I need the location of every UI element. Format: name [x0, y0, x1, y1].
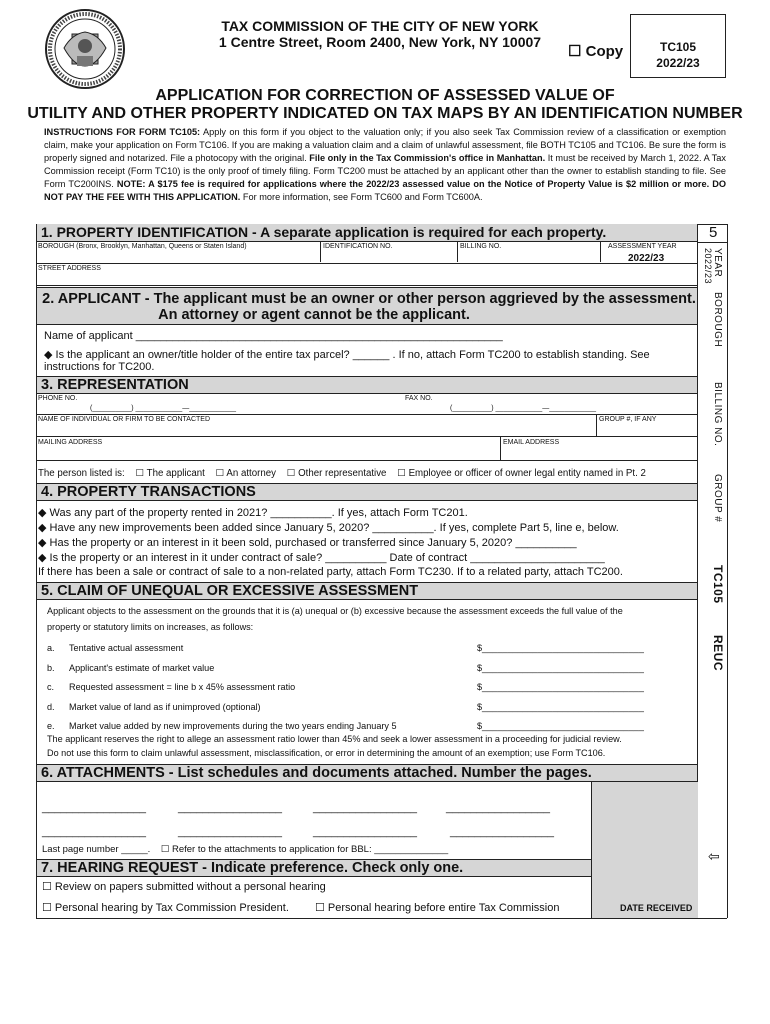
claim-row-label: Requested assessment = line b x 45% assessment ratio — [69, 682, 296, 692]
claim-row-amount-field[interactable]: $________________________________ — [477, 701, 644, 712]
attachment-line[interactable]: _________________ — [178, 826, 283, 838]
form-code: TC105 — [659, 40, 697, 54]
owner-question-cont: instructions for TC200. — [44, 361, 155, 373]
billing-label: BILLING NO. — [460, 243, 502, 250]
borough-label: BOROUGH (Bronx, Brooklyn, Manhattan, Queens or Staten Island) — [38, 243, 247, 250]
section1-title: 1. PROPERTY IDENTIFICATION - A separate application is required for each property. — [37, 224, 697, 242]
claim-row-letter: a. — [47, 643, 55, 653]
claim-intro-1: Applicant objects to the assessment on the grounds that it is (a) unequal or (b) excessive because the assessment exceeds the full value of the — [47, 606, 623, 616]
instructions-lead: INSTRUCTIONS FOR FORM TC105: — [44, 127, 201, 137]
side-form-code: TC105 — [711, 565, 725, 604]
section3-title: 3. REPRESENTATION — [37, 376, 697, 394]
arrow-icon: ⇦ — [708, 848, 720, 864]
instructions-bold-1: File only in the Tax Commission's office in Manhattan. — [309, 153, 546, 164]
claim-note-2: Do not use this form to claim unlawful assessment, misclassification, or error in determining the amount of an exemption; use Form TC106. — [47, 748, 606, 758]
claim-row-letter: e. — [47, 721, 55, 731]
assessment-year-label: ASSESSMENT YEAR — [608, 243, 677, 250]
form-year: 2022/23 — [656, 56, 700, 70]
last-page-field[interactable]: Last page number _____. ☐ Refer to the attachments to application for BBL: ______________ — [42, 844, 449, 855]
street-address-label: STREET ADDRESS — [38, 265, 101, 272]
claim-row-label: Market value added by new improvements during the two years ending January 5 — [69, 721, 397, 731]
phone-field[interactable]: (__________) ____________—____________ — [90, 405, 236, 412]
section2-title — [37, 287, 697, 325]
claim-row-label: Tentative actual assessment — [69, 643, 184, 653]
hearing-option-commission[interactable]: ☐ Personal hearing before entire Tax Commission — [315, 902, 560, 914]
claim-note-1: The applicant reserves the right to allege an assessment ratio lower than 45% and seek a lower assessment in a proceeding for judicial review. — [47, 734, 622, 744]
date-received-label: DATE RECEIVED — [620, 903, 693, 913]
form-title-line1: APPLICATION FOR CORRECTION OF ASSESSED VALUE OF — [155, 87, 615, 104]
commission-name: TAX COMMISSION OF THE CITY OF NEW YORK — [221, 18, 539, 34]
form-title-line2: UTILITY AND OTHER PROPERTY INDICATED ON TAX MAPS BY AN IDENTIFICATION NUMBER — [27, 105, 743, 122]
claim-row-amount-field[interactable]: $________________________________ — [477, 643, 644, 653]
claim-row-amount-field[interactable]: $________________________________ — [477, 721, 644, 731]
hearing-option-papers[interactable]: ☐ Review on papers submitted without a personal hearing — [42, 881, 326, 893]
instructions-text-1: Apply on this form if you object to the valuation only; if you also seek Tax Commission review of a classification or exemption claim, make your application on Form TC106. If you are making a valuation claim and a claim of unlawful assessment, file BOTH TC105 and TC106. Be sure the form is properly signed and notarized. File a photocopy with the original. — [44, 127, 727, 164]
copy-checkbox[interactable]: ☐ Copy — [568, 43, 624, 60]
attachment-line[interactable]: _________________ — [313, 802, 418, 814]
rented-question: ◆ Was any part of the property rented in 2021? __________. If yes, attach Form TC201. — [38, 507, 468, 519]
claim-row-label: Market value of land as if unimproved (optional) — [69, 701, 261, 712]
side-borough: BOROUGH — [712, 292, 723, 348]
claim-row-letter: c. — [47, 682, 55, 692]
section1-page-number: 5 — [709, 224, 718, 241]
identification-label: IDENTIFICATION NO. — [323, 243, 393, 250]
instructions — [44, 126, 726, 205]
claim-row-amount-field[interactable]: $________________________________ — [477, 662, 644, 673]
claim-row-letter: b. — [47, 662, 55, 673]
group-label: GROUP #, IF ANY — [599, 416, 657, 423]
section4-title: 4. PROPERTY TRANSACTIONS — [37, 483, 697, 501]
attachment-line[interactable]: _________________ — [42, 802, 147, 814]
attachment-line[interactable]: _________________ — [42, 826, 147, 838]
owner-question: ◆ Is the applicant an owner/title holder of the entire tax parcel? ______ . If no, attach Form TC200 to establish standing. See — [44, 349, 650, 361]
assessment-year-value: 2022/23 — [628, 253, 665, 264]
attachment-line[interactable]: _________________ — [313, 826, 418, 838]
instructions-text-2: It must be received by March 1, 2022. A Tax Commission receipt (Form TC10) is the only proof of timely filing. Form TC200 must be attached by an applicant other than the owner to establish standing to file. See Form TC200INS. — [44, 153, 726, 190]
mailing-address-label: MAILING ADDRESS — [38, 439, 103, 446]
attachment-line[interactable]: _________________ — [178, 802, 283, 814]
applicant-name-field[interactable]: Name of applicant ____________________________________________________________ — [44, 330, 503, 342]
person-listed-options[interactable]: The person listed is: ☐ The applicant ☐ An attorney ☐ Other representative ☐ Employee or officer of owner legal entity named in Pt. 2 — [38, 468, 646, 479]
fax-label: FAX NO. — [405, 395, 433, 402]
instructions-bold-2: NOTE: A $175 fee is required for applications where the 2022/23 assessed value on the Notice of Property Value is $2 million or more. DO NOT PAY THE FEE WITH THIS APPLICATION. — [44, 179, 727, 203]
side-year-value: 2022/23 — [703, 248, 713, 285]
improvements-question: ◆ Have any new improvements been added since January 5, 2020? __________. If yes, complete Part 5, line e, below. — [38, 522, 619, 534]
phone-label: PHONE NO. — [38, 395, 78, 402]
fax-field[interactable]: (__________) ____________—____________ — [450, 405, 596, 412]
form-code-box — [630, 14, 726, 78]
hearing-option-president[interactable]: ☐ Personal hearing by Tax Commission President. — [42, 902, 289, 914]
claim-row-label: Applicant's estimate of market value — [69, 662, 215, 673]
claim-row-amount-field[interactable]: $________________________________ — [477, 682, 644, 692]
contract-question: ◆ Is the property or an interest in it under contract of sale? __________ Date of contract ______________________ — [38, 552, 605, 564]
date-received-box — [591, 782, 698, 918]
side-year-label: YEAR — [712, 248, 723, 278]
contact-name-label: NAME OF INDIVIDUAL OR FIRM TO BE CONTACTED — [38, 416, 211, 423]
section5-title: 5. CLAIM OF UNEQUAL OR EXCESSIVE ASSESSMENT — [37, 582, 697, 600]
section7-title: 7. HEARING REQUEST - Indicate preference. Check only one. — [37, 859, 591, 877]
section6-title: 6. ATTACHMENTS - List schedules and documents attached. Number the pages. — [37, 764, 697, 782]
commission-address: 1 Centre Street, Room 2400, New York, NY 10007 — [218, 34, 542, 50]
claim-row-letter: d. — [47, 701, 55, 712]
claim-intro-2: property or statutory limits on increases, as follows: — [47, 622, 254, 632]
email-label: EMAIL ADDRESS — [503, 439, 560, 446]
instructions-text-3: For more information, see Form TC600 and Form TC600A. — [240, 192, 483, 203]
sale-note: If there has been a sale or contract of sale to a non-related party, attach Form TC230. If to a related party, attach TC200. — [38, 566, 623, 578]
sold-question: ◆ Has the property or an interest in it been sold, purchased or transferred since January 5, 2020? __________ — [38, 537, 577, 549]
side-billing: BILLING NO. — [712, 382, 723, 447]
side-reuc: REUC — [711, 635, 725, 672]
city-seal — [44, 8, 126, 90]
section2-title-line2: An attorney or agent cannot be the applicant. — [158, 307, 470, 323]
attachment-line[interactable]: _________________ — [446, 802, 551, 814]
side-group: GROUP # — [712, 474, 723, 523]
section2-title-line1: 2. APPLICANT - The applicant must be an owner or other person aggrieved by the assessment. — [42, 291, 696, 307]
attachment-line[interactable]: _________________ — [450, 826, 555, 838]
